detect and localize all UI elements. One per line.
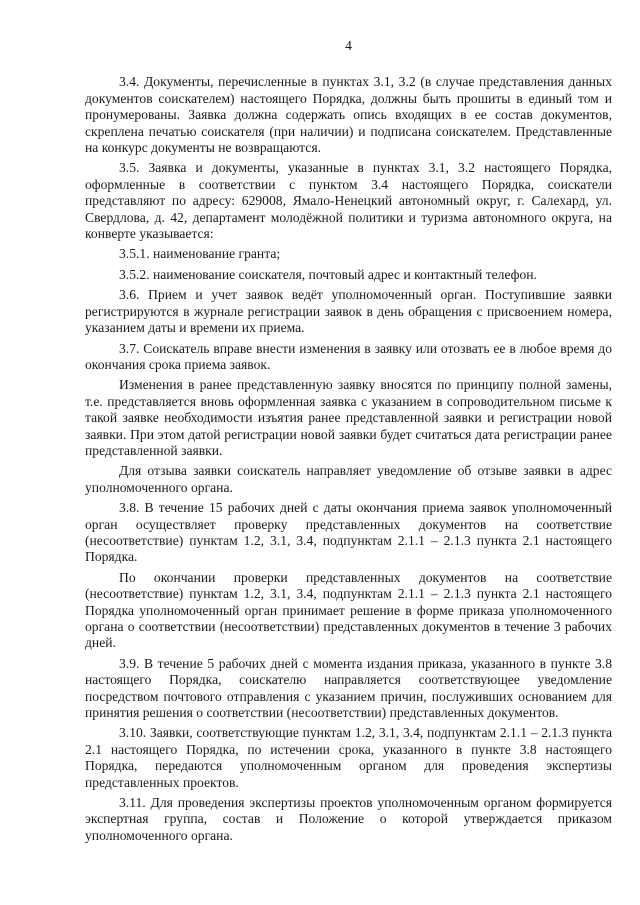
paragraph-3-7: 3.7. Соискатель вправе внести изменения в заявку или отозвать ее в любое время до окончания срока приема заявок.: [85, 340, 612, 372]
page-number: 4: [345, 38, 352, 53]
paragraph-3-5-1: 3.5.1. наименование гранта;: [119, 246, 281, 262]
paragraph-3-10: 3.10. Заявки, соответствующие пунктам 1.2, 3.1, 3.4, подпунктам 2.1.1 – 2.1.3 пункта 2.1 настоящего Порядка, по истечении срока, указанного в пункте 3.8 настоящего Порядка, передаются уполномоченным органом для проведения экспертизы представленных проектов.: [85, 725, 612, 790]
paragraph-changes: Изменения в ранее представленную заявку вносятся по принципу полной замены, т.е. представляется вновь оформленная заявка с указанием в сопроводительном письме к такой заявке необходимости изъятия ранее представленной заявки и регистрации новой заявки. При этом датой регистрации новой заявки будет считаться дата регистрации ранее представленной заявки.: [85, 377, 612, 458]
paragraph-3-6: 3.6. Прием и учет заявок ведёт уполномоченный орган. Поступившие заявки регистрируются в журнале регистрации заявок в день обращения с присвоением номера, указанием даты и времени их приема.: [85, 287, 612, 336]
paragraph-3-5: 3.5. Заявка и документы, указанные в пунктах 3.1, 3.2 настоящего Порядка, оформленные в соответствии с пунктом 3.4 настоящего Порядка, соискатели представляют по адресу: 629008, Ямало-Ненецкий автономный округ, г. Салехард, ул. Свердлова, д. 42, департамент молодёжной политики и туризма автономного округа, на конверте указывается:: [85, 160, 612, 242]
paragraph-check-result: По окончании проверки представленных документов на соответствие (несоответствие) пунктам 1.2, 3.1, 3.4, подпунктам 2.1.1 – 2.1.3 пункта 2.1 настоящего Порядка уполномоченный орган принимает решение в форме приказа уполномоченного органа о соответствии (несоответствии) представленных документов в течение 3 рабочих дней.: [85, 569, 612, 651]
paragraph-3-4: 3.4. Документы, перечисленные в пунктах 3.1, 3.2 (в случае представления данных документов соискателем) настоящего Порядка, должны быть прошиты в единый том и пронумерованы. Заявка должна содержать опись входящих в ее состав документов, скреплена печатью соискателя (при наличии) и подписана соискателем. Представленные на конкурс документы не возвращаются.: [85, 74, 612, 156]
paragraph-3-5-2: 3.5.2. наименование соискателя, почтовый адрес и контактный телефон.: [119, 266, 537, 282]
paragraph-3-11: 3.11. Для проведения экспертизы проектов уполномоченным органом формируется экспертная группа, состав и Положение о которой утверждается приказом уполномоченного органа.: [85, 795, 612, 843]
paragraph-withdrawal: Для отзыва заявки соискатель направляет уведомление об отзыве заявки в адрес уполномоченного органа.: [85, 463, 612, 495]
paragraph-3-9: 3.9. В течение 5 рабочих дней с момента издания приказа, указанного в пункте 3.8 настоящего Порядка, соискателю направляется соответствующее уведомление посредством почтового отправления с указанием причин, послуживших основанием для принятия решения о соответствии (несоответствии) представленных документов.: [85, 655, 612, 721]
paragraph-3-8: 3.8. В течение 15 рабочих дней с даты окончания приема заявок уполномоченный орган осуществляет проверку представленных документов на соответствие (несоответствие) пунктам 1.2, 3.1, 3.4, подпунктам 2.1.1 – 2.1.3 пункта 2.1 настоящего Порядка.: [85, 500, 612, 565]
